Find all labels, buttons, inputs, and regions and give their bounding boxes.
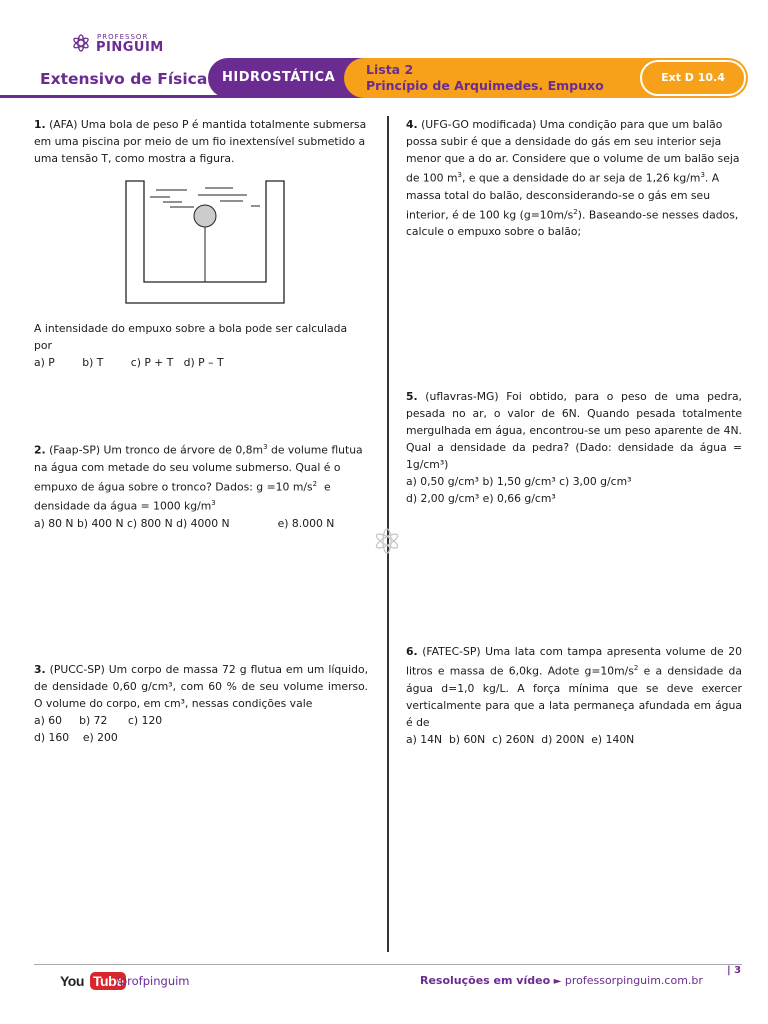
question-statement-cont: e densidade da água = 1000 kg/m <box>34 480 335 513</box>
question-4-text <box>406 116 742 240</box>
site-link[interactable]: professorpinguim.com.br <box>564 974 703 987</box>
question-statement: (FATEC-SP) Uma lata com tampa apresenta volume de 20 litros e massa de 6,0kg. Adote g=10m/s <box>406 645 742 678</box>
superscript: 2 <box>573 207 578 216</box>
question-statement: (PUCC-SP) Um corpo de massa 72 g flutua em um líquido, de densidade 0,60 g/cm³, com 60 % de seu volume imerso. O volume do corpo, em cm³, nessas condições vale <box>34 663 368 710</box>
superscript: 3 <box>700 171 705 179</box>
youtube-handle-link[interactable]: /profpinguim <box>116 974 190 988</box>
question-statement-cont: ). Baseando-se nesses dados, calcule o empuxo sobre o balão; <box>406 208 739 239</box>
question-statement: (UFG-GO modificada) Uma condição para que um balão possa subir é que a densidade do gás em seu interior seja menor que a do ar. Considere que o volume de um balão seja de 100 m <box>406 118 740 185</box>
question-1-options: a) P b) T c) P + T d) P – T <box>34 356 224 369</box>
superscript: 2 <box>633 664 639 672</box>
brand-small-text: PROFESSOR <box>97 33 149 41</box>
video-resolutions[interactable] <box>420 974 703 987</box>
question-3-options-2: d) 160 e) 200 <box>34 731 118 744</box>
question-6-text <box>406 643 742 731</box>
question-5-options-1: a) 0,50 g/cm³ b) 1,50 g/cm³ c) 3,00 g/cm³ <box>406 475 632 488</box>
question-statement-cont: de volume flutua na água com metade do seu volume submerso. Qual é o empuxo de água sobre o tronco? Dados: g =10 m/s <box>34 443 363 494</box>
question-number: 4. <box>406 118 418 131</box>
watermark-flower-icon <box>371 526 403 556</box>
superscript: 3 <box>211 499 216 508</box>
question-3-text <box>34 661 368 712</box>
superscript: 3 <box>263 443 268 451</box>
brand-logo <box>70 33 180 55</box>
question-number: 5. <box>406 390 418 403</box>
question-2-text <box>34 439 368 515</box>
course-title: Extensivo de Física <box>40 70 208 88</box>
youtube-tube-text: Tube <box>93 973 124 989</box>
topic-label: HIDROSTÁTICA <box>222 70 336 85</box>
question-5 <box>406 388 742 507</box>
superscript: 2 <box>312 479 318 488</box>
page-number: | 3 <box>727 965 742 976</box>
question-5-options-2: d) 2,00 g/cm³ e) 0,66 g/cm³ <box>406 492 556 505</box>
play-arrow-icon: ► <box>553 976 562 987</box>
youtube-you-text: You <box>60 973 84 989</box>
question-2-options: a) 80 N b) 400 N c) 800 N d) 4000 N e) 8.000 N <box>34 516 335 530</box>
question-6-options: a) 14N b) 60N c) 260N d) 200N e) 140N <box>406 732 635 746</box>
header-band <box>0 58 768 100</box>
question-1 <box>34 116 368 167</box>
question-statement-cont: e a densidade da água d=1,0 kg/L. A força mínima que se deve exercer verticalmente para que a lata permaneça afundada em água é de <box>406 664 742 729</box>
flower-logo-icon <box>70 33 92 53</box>
pool-figure <box>125 180 285 304</box>
subject-label: Princípio de Arquimedes. Empuxo <box>366 78 604 93</box>
question-statement-cont: , e que a densidade do ar seja de 1,26 kg/m <box>461 171 701 185</box>
resolutions-label: Resoluções em vídeo <box>420 974 551 987</box>
question-statement-cont: . A massa total do balão, desconsiderando-se o gás em seu interior, é de 100 kg (g=10m/s <box>406 171 720 222</box>
header-rule <box>0 95 230 98</box>
question-number: 1. <box>34 118 46 131</box>
question-number: 2. <box>34 443 46 457</box>
question-5-text <box>406 388 742 473</box>
list-label: Lista 2 <box>366 62 414 77</box>
footer-rule <box>34 964 742 965</box>
question-1-prompt: A intensidade do empuxo sobre a bola pode ser calculada por <box>34 322 348 352</box>
code-label: Ext D 10.4 <box>661 71 725 84</box>
question-statement: (AFA) Uma bola de peso P é mantida totalmente submersa em uma piscina por meio de um fio inextensível submetido a uma tensão T, como mostra a figura. <box>34 118 367 165</box>
question-4 <box>406 116 742 240</box>
question-statement: (Faap-SP) Um tronco de árvore de 0,8m <box>49 443 264 457</box>
question-3-options-1: a) 60 b) 72 c) 120 <box>34 714 163 727</box>
code-pill <box>640 60 746 96</box>
question-1-text <box>34 116 368 167</box>
question-number: 6. <box>406 645 418 658</box>
superscript: 3 <box>457 171 462 179</box>
question-6 <box>406 643 742 748</box>
question-3 <box>34 661 368 746</box>
question-2 <box>34 439 368 532</box>
question-statement: (uflavras-MG) Foi obtido, para o peso de uma pedra, pesada no ar, o valor de 6N. Quando pesada totalmente mergulhada em água, encontrou-se um peso aparente de 4N. Qual a densidade da pedra? (Dado: densidade da água = 1g/cm³) <box>406 390 742 471</box>
question-number: 3. <box>34 663 46 676</box>
brand-name: PINGUIM <box>96 40 164 55</box>
question-1-answers <box>34 320 368 371</box>
